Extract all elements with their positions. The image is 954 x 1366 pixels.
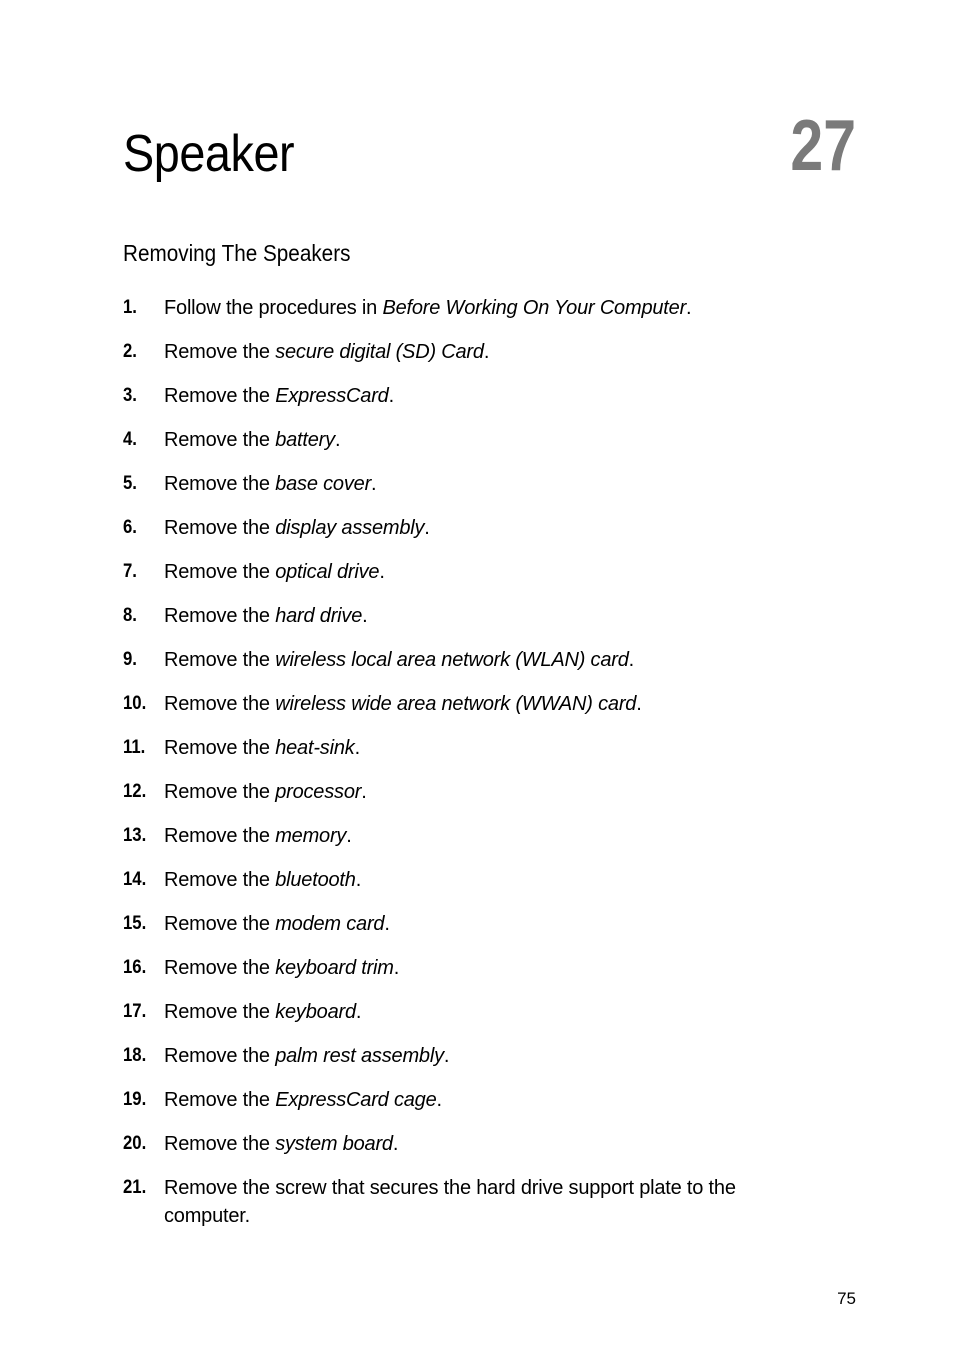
- step-number: 13.: [123, 825, 147, 846]
- step-number: 8.: [123, 605, 137, 626]
- step-link[interactable]: hard drive: [275, 605, 363, 627]
- step-number: 17.: [123, 1001, 147, 1022]
- step-text: Remove the heat-sink.: [164, 737, 360, 759]
- step-text: Remove the wireless local area network (WLAN) card.: [164, 649, 634, 671]
- step-text: Remove the display assembly.: [164, 517, 430, 539]
- step-number: 1.: [123, 297, 137, 318]
- step-item: [123, 866, 803, 910]
- section-heading: Removing The Speakers: [123, 240, 351, 266]
- step-text: Remove the memory.: [164, 825, 352, 847]
- step-number: 15.: [123, 913, 147, 934]
- step-text: Remove the screw that secures the hard drive support plate to the computer.: [164, 1177, 736, 1227]
- step-link[interactable]: wireless local area network (WLAN) card: [275, 649, 629, 671]
- step-link[interactable]: ExpressCard cage: [275, 1089, 437, 1111]
- step-link[interactable]: modem card: [275, 913, 385, 935]
- step-link[interactable]: keyboard: [275, 1001, 356, 1023]
- step-text: Remove the battery.: [164, 429, 341, 451]
- step-link[interactable]: Before Working On Your Computer: [382, 297, 687, 319]
- step-link[interactable]: keyboard trim: [275, 957, 394, 979]
- step-link[interactable]: secure digital (SD) Card: [275, 341, 484, 363]
- step-item: [123, 558, 803, 602]
- step-item: [123, 954, 803, 998]
- step-number: 4.: [123, 429, 137, 450]
- step-number: 10.: [123, 693, 147, 714]
- step-item: [123, 338, 803, 382]
- step-text: Remove the processor.: [164, 781, 367, 803]
- step-text: Remove the wireless wide area network (WWAN) card.: [164, 693, 642, 715]
- step-text: Remove the keyboard trim.: [164, 957, 400, 979]
- step-text: Remove the bluetooth.: [164, 869, 362, 891]
- step-item: [123, 1130, 803, 1174]
- step-link[interactable]: palm rest assembly: [275, 1045, 444, 1067]
- step-text: Remove the modem card.: [164, 913, 390, 935]
- step-number: 14.: [123, 869, 147, 890]
- step-link[interactable]: processor: [275, 781, 362, 803]
- step-item: [123, 1086, 803, 1130]
- step-number: 11.: [123, 737, 146, 758]
- step-item: [123, 734, 803, 778]
- step-text: Remove the keyboard.: [164, 1001, 362, 1023]
- step-item: [123, 1042, 803, 1086]
- step-text: Remove the base cover.: [164, 473, 377, 495]
- step-number: 5.: [123, 473, 137, 494]
- step-number: 7.: [123, 561, 137, 582]
- step-item: [123, 382, 803, 426]
- step-link[interactable]: ExpressCard: [275, 385, 389, 407]
- step-item: [123, 294, 803, 338]
- step-link[interactable]: base cover: [275, 473, 372, 495]
- chapter-number: 27: [790, 106, 856, 186]
- step-text: Remove the secure digital (SD) Card.: [164, 341, 490, 363]
- step-number: 16.: [123, 957, 147, 978]
- step-text: Remove the system board.: [164, 1133, 399, 1155]
- step-item: [123, 470, 803, 514]
- step-text: Remove the ExpressCard.: [164, 385, 394, 407]
- step-number: 12.: [123, 781, 147, 802]
- step-link[interactable]: bluetooth: [275, 869, 356, 891]
- step-link[interactable]: memory: [275, 825, 347, 847]
- step-text: Remove the ExpressCard cage.: [164, 1089, 442, 1111]
- step-item: [123, 602, 803, 646]
- chapter-title: Speaker: [123, 125, 295, 183]
- step-link[interactable]: battery: [275, 429, 335, 451]
- step-link[interactable]: display assembly: [275, 517, 425, 539]
- step-item: [123, 1174, 803, 1230]
- step-item: [123, 426, 803, 470]
- step-item: [123, 998, 803, 1042]
- step-number: 6.: [123, 517, 137, 538]
- step-number: 20.: [123, 1133, 147, 1154]
- step-link[interactable]: optical drive: [275, 561, 380, 583]
- step-link[interactable]: wireless wide area network (WWAN) card: [275, 693, 637, 715]
- step-number: 19.: [123, 1089, 147, 1110]
- step-link[interactable]: heat-sink: [275, 737, 355, 759]
- step-number: 9.: [123, 649, 137, 670]
- step-number: 2.: [123, 341, 137, 362]
- step-text: Remove the palm rest assembly.: [164, 1045, 450, 1067]
- step-text: Follow the procedures in Before Working On Your Computer.: [164, 297, 692, 319]
- step-item: [123, 778, 803, 822]
- procedure-steps-list: [123, 294, 803, 1230]
- step-item: [123, 646, 803, 690]
- step-text: Remove the optical drive.: [164, 561, 385, 583]
- step-item: [123, 822, 803, 866]
- step-number: 18.: [123, 1045, 147, 1066]
- step-item: [123, 910, 803, 954]
- step-number: 3.: [123, 385, 137, 406]
- step-text: Remove the hard drive.: [164, 605, 368, 627]
- step-item: [123, 514, 803, 558]
- page-number: 75: [837, 1289, 856, 1308]
- step-link[interactable]: system board: [275, 1133, 393, 1155]
- step-number: 21.: [123, 1177, 147, 1198]
- step-item: [123, 690, 803, 734]
